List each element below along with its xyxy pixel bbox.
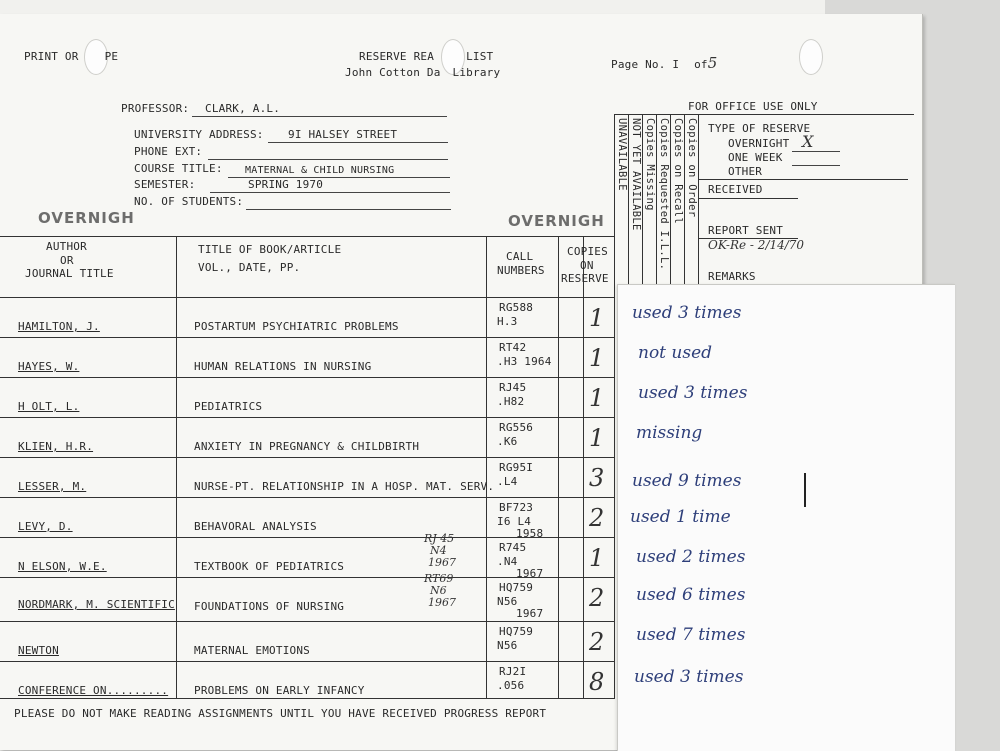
remarks-label: REMARKS (708, 270, 756, 283)
row-title: MATERNAL EMOTIONS (194, 644, 310, 657)
row-author: NEWTON (18, 644, 59, 657)
row-call-line2: I6 L4 (497, 515, 532, 528)
row-hand-call-2: N6 (430, 584, 447, 597)
office-use-title: FOR OFFICE USE ONLY (688, 100, 818, 113)
row-copies: 1 (589, 344, 605, 372)
table-row (0, 661, 615, 702)
overnight-stamp-right: OVERNIGH (508, 212, 605, 230)
row-title: BEHAVORAL ANALYSIS (194, 520, 317, 533)
table-row (0, 417, 615, 458)
row-call-line1: BF723 (499, 501, 534, 514)
row-call-line1: R745 (499, 541, 527, 554)
row-title: ANXIETY IN PREGNANCY & CHILDBIRTH (194, 440, 420, 453)
row-hand-call-3: 1967 (428, 596, 456, 609)
address-label: UNIVERSITY ADDRESS: (134, 128, 264, 141)
print-label-text: PRINT OR (24, 50, 79, 63)
table-row (0, 497, 615, 538)
overnight-stamp-left: OVERNIGH (38, 209, 135, 227)
table-row (0, 621, 615, 662)
row-call-line3: 1967 (516, 567, 544, 580)
row-call-line1: RJ2I (499, 665, 527, 678)
row-call-line1: HQ759 (499, 625, 534, 638)
row-call-line2: .L4 (497, 475, 518, 488)
pen-stroke-mark (804, 473, 806, 507)
usage-note-line: used 3 times (638, 383, 748, 403)
row-call-line1: RT42 (499, 341, 527, 354)
row-call-line1: RJ45 (499, 381, 527, 394)
professor-value: CLARK, A.L. (205, 102, 281, 115)
usage-note-line: used 2 times (636, 547, 746, 567)
course-value: MATERNAL & CHILD NURSING (245, 165, 395, 176)
row-title: TEXTBOOK OF PEDIATRICS (194, 560, 345, 573)
row-call-line3: 1967 (516, 607, 544, 620)
row-hand-call-3: 1967 (428, 556, 456, 569)
row-call-line1: RG556 (499, 421, 534, 434)
print-label-tail: PE (104, 50, 119, 63)
row-hand-call-2: N4 (430, 544, 447, 557)
usage-note-line: used 3 times (634, 667, 744, 687)
office-col-copies-requested: Copies Requested I.L.L. (658, 118, 670, 271)
row-copies: 3 (589, 464, 605, 492)
footer-notice: PLEASE DO NOT MAKE READING ASSIGNMENTS UNTIL YOU HAVE RECEIVED PROGRESS REPORT (14, 707, 547, 720)
usage-note-line: not used (638, 343, 713, 363)
professor-label: PROFESSOR: (121, 102, 190, 115)
row-call-line2: N56 (497, 639, 518, 652)
row-title: PROBLEMS ON EARLY INFANCY (194, 684, 365, 697)
header-title-l1: TITLE OF BOOK/ARTICLE (198, 243, 342, 256)
students-label: NO. OF STUDENTS: (134, 195, 244, 208)
form-title-line1: RESERVE REA (359, 50, 435, 63)
table-row (0, 297, 615, 338)
form-title-line1-tail: LIST (466, 50, 494, 63)
row-call-line1: RG95I (499, 461, 534, 474)
row-call-line3: 1958 (516, 527, 544, 540)
usage-note-line: used 7 times (636, 625, 746, 645)
row-title: PEDIATRICS (194, 400, 263, 413)
report-sent-value: OK-Re - 2/14/70 (708, 238, 805, 252)
row-copies: 2 (589, 584, 605, 612)
page-of: of (694, 58, 708, 71)
header-title-l2: VOL., DATE, PP. (198, 261, 301, 274)
row-author: LESSER, M. (18, 480, 87, 493)
page-no: I (672, 58, 680, 71)
office-col-unavailable: UNAVAILABLE (616, 118, 628, 191)
page-number (611, 54, 717, 72)
row-author: N ELSON, W.E. (18, 560, 107, 573)
one-week-label: ONE WEEK (728, 151, 783, 164)
row-call-line1: RG588 (499, 301, 534, 314)
row-call-line2: .K6 (497, 435, 518, 448)
usage-note-line: used 3 times (632, 303, 742, 323)
row-author: CONFERENCE ON......... (18, 684, 169, 697)
header-author-l3: JOURNAL TITLE (25, 267, 114, 280)
type-of-reserve-label: TYPE OF RESERVE (708, 122, 811, 135)
semester-value: SPRING 1970 (248, 178, 324, 191)
row-copies: 2 (589, 628, 605, 656)
row-author: H OLT, L. (18, 400, 80, 413)
row-call-line1: HQ759 (499, 581, 534, 594)
row-copies: 1 (589, 424, 605, 452)
table-row (0, 377, 615, 418)
row-hand-call-1: RJ 45 (424, 532, 455, 545)
table-row (0, 572, 615, 620)
row-author: HAMILTON, J. (18, 320, 100, 333)
row-call-line2: .H82 (497, 395, 525, 408)
received-label: RECEIVED (708, 183, 763, 196)
row-author: HAYES, W. (18, 360, 80, 373)
usage-note-line: used 1 time (630, 507, 731, 527)
library-name (345, 66, 500, 79)
row-hand-call-1: RT69 (424, 572, 454, 585)
header-copies-l2: ON (580, 259, 594, 272)
row-title: NURSE-PT. RELATIONSHIP IN A HOSP. MAT. SERV. (194, 480, 495, 493)
page-total: 5 (707, 54, 718, 72)
usage-note-line: used 9 times (632, 471, 742, 491)
row-copies: 1 (589, 384, 605, 412)
usage-note-line: missing (636, 423, 703, 443)
header-copies-l3: RESERVE (561, 272, 609, 285)
other-label: OTHER (728, 165, 763, 178)
semester-label: SEMESTER: (134, 178, 196, 191)
office-col-copies-missing: Copies Missing (644, 118, 656, 211)
row-title: POSTARTUM PSYCHIATRIC PROBLEMS (194, 320, 399, 333)
row-author: LEVY, D. (18, 520, 73, 533)
row-title: FOUNDATIONS OF NURSING (194, 600, 345, 613)
header-author-l1: AUTHOR (46, 240, 87, 253)
row-copies: 2 (589, 504, 605, 532)
header-author-l2: OR (60, 254, 74, 267)
usage-note-line: used 6 times (636, 585, 746, 605)
row-call-line2: N56 (497, 595, 518, 608)
table-row (0, 337, 615, 378)
overnight-label: OVERNIGHT (728, 137, 790, 150)
header-call-l2: NUMBERS (497, 264, 545, 277)
row-call-line2: .N4 (497, 555, 518, 568)
row-author: NORDMARK, M. SCIENTIFIC (18, 598, 175, 611)
library-name-tail: Library (452, 66, 501, 79)
row-call-line2: H.3 (497, 315, 518, 328)
form-title (359, 50, 493, 63)
overnight-check-mark: X (802, 132, 814, 151)
office-col-copies-on-order: Copies on Order (686, 118, 698, 218)
address-value: 9I HALSEY STREET (288, 128, 398, 141)
row-copies: 1 (589, 304, 605, 332)
row-copies: 8 (589, 668, 605, 696)
punch-hole-right (799, 39, 823, 75)
header-copies-l1: COPIES (567, 245, 608, 258)
row-call-line2: .H3 1964 (497, 355, 552, 368)
office-col-not-yet-available: NOT YET AVAILABLE (630, 118, 642, 231)
course-label: COURSE TITLE: (134, 162, 223, 175)
row-title: HUMAN RELATIONS IN NURSING (194, 360, 372, 373)
handwritten-usage-note (617, 284, 955, 751)
report-sent-label: REPORT SENT (708, 224, 784, 237)
library-name-text: John Cotton Da (345, 66, 441, 79)
phone-label: PHONE EXT: (134, 145, 203, 158)
page-label: Page No. (611, 58, 666, 71)
row-author: KLIEN, H.R. (18, 440, 94, 453)
print-label (24, 50, 118, 63)
header-call-l1: CALL (506, 250, 534, 263)
row-copies: 1 (589, 544, 605, 572)
office-col-copies-on-recall: Copies on Recall (672, 118, 684, 224)
table-row (0, 457, 615, 498)
row-call-line2: .056 (497, 679, 525, 692)
